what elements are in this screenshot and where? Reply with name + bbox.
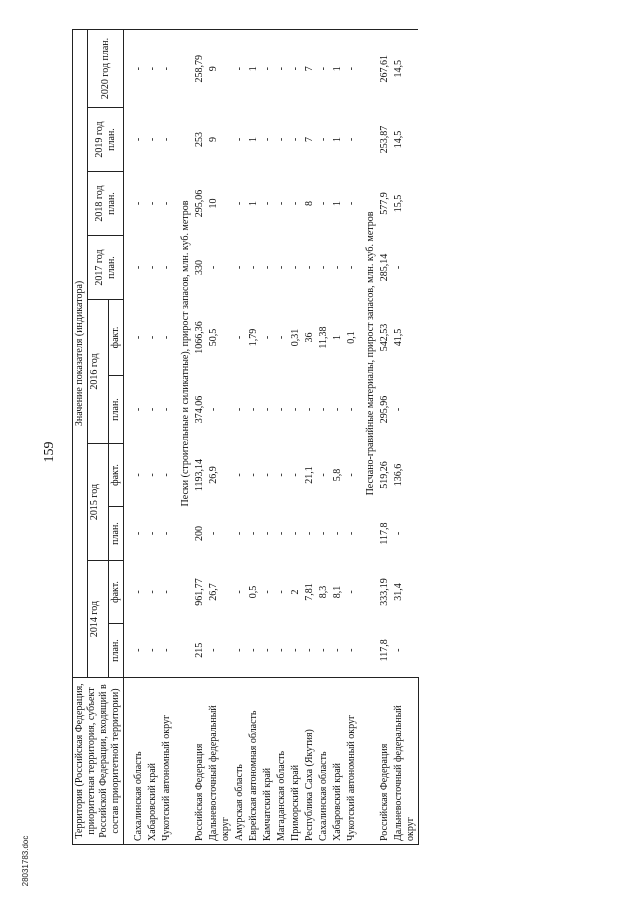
value-cell: - [289,265,301,270]
value-cell: - [146,473,158,477]
territory-cell: Амурская область [233,678,247,845]
value-cell: - [233,137,245,142]
value-cell: - [132,590,144,594]
table-body [124,29,419,844]
value-cell: - [261,473,273,477]
value-cell: 14,5 [392,29,419,107]
value-cell: 10 [207,198,219,209]
territory-cell: Российская Федерация [378,678,392,845]
header-year-2014: 2014 год [88,561,109,678]
value-cell: 26,9 [207,466,219,484]
section-title-row [174,29,193,844]
value-cell: 542,53 [378,323,390,352]
territory-cell: Сахалинская область [317,678,331,845]
territory-cell: Магаданская область [275,678,289,845]
value-cell: - [132,201,144,206]
value-cell: 1193,14 [193,458,205,492]
value-cell: - [345,407,357,412]
value-cell: - [317,29,331,107]
value-cell: 577,9 [378,192,390,215]
value-cell: - [233,590,245,594]
value-cell: - [345,201,357,206]
table-row [247,29,261,844]
spacer-cell [124,678,132,845]
value-cell: - [261,590,273,594]
value-cell: - [146,265,158,270]
value-cell: - [207,531,219,536]
table-row [261,29,275,844]
value-cell: - [345,590,357,594]
section-title: Песчано-гравийные материалы, прирост запасов, млн. куб. метров [359,29,378,677]
value-cell: - [331,407,343,412]
value-cell: 26,7 [207,583,219,601]
value-cell: - [207,407,219,412]
value-cell: 36 [303,332,315,343]
header-2014-plan: план. [109,624,124,678]
value-cell: - [317,137,329,142]
value-cell: - [247,648,259,652]
territory-cell: Сахалинская область [132,678,146,845]
spacer-row [124,29,132,844]
value-cell: - [160,473,172,477]
value-cell: - [289,648,301,652]
value-cell: 31,4 [392,583,404,601]
table-row [331,29,345,844]
value-cell: - [207,648,219,652]
territory-cell: Дальневосточный федеральный округ [392,678,419,845]
value-cell: - [289,407,301,412]
table-row [207,29,233,844]
table-row [233,29,247,844]
value-cell: - [233,531,245,536]
value-cell: - [317,201,329,206]
value-cell: - [289,531,301,536]
value-cell: - [289,29,303,107]
value-cell: - [146,590,158,594]
value-cell: 9 [207,137,219,142]
value-cell: - [261,201,273,206]
value-cell: - [146,335,158,340]
table-row [275,29,289,844]
value-cell: - [233,201,245,206]
value-cell: 333,19 [378,578,390,606]
value-cell: 258,79 [193,29,207,107]
header-year-2015: 2015 год [88,444,109,561]
table-header [73,29,124,844]
territory-cell: Камчатский край [261,678,275,845]
footer-filename: 28031783.doc [21,835,30,887]
territory-cell: Приморский край [289,678,303,845]
value-cell: 295,06 [193,189,205,218]
value-cell: - [317,265,329,270]
value-cell: - [160,201,172,206]
value-cell: - [275,531,287,536]
value-cell: - [331,531,343,536]
value-cell: - [160,29,174,107]
value-cell: 519,26 [378,461,390,489]
header-2016-plan: план. [109,376,124,444]
value-cell: - [132,265,144,270]
value-cell: - [289,473,301,477]
value-cell: - [207,265,219,270]
header-year-2016: 2016 год [88,300,109,444]
value-cell: 117,8 [378,639,390,662]
value-cell: - [146,137,158,142]
value-cell: 7,81 [303,583,315,601]
value-cell: - [247,265,259,270]
value-cell: - [275,335,287,340]
territory-cell: Чукотский автономный округ [160,678,174,845]
value-cell: - [275,473,287,477]
value-cell: - [275,137,287,142]
value-cell: - [261,265,273,270]
territory-cell: Хабаровский край [146,678,160,845]
section-title-spacer [174,678,193,845]
value-cell: - [132,335,144,340]
value-cell: 215 [193,642,205,658]
value-cell: - [132,29,146,107]
territory-cell: Республика Саха (Якутия) [303,678,317,845]
value-cell: 1 [331,201,343,206]
value-cell: 5,8 [331,468,343,482]
value-cell: - [345,648,357,652]
value-cell: - [275,265,287,270]
table-row [378,29,392,844]
value-cell: - [132,648,144,652]
table-row [193,29,207,844]
section-title-row [359,29,378,844]
territory-cell: Чукотский автономный округ [345,678,359,845]
value-cell: - [345,29,359,107]
territory-cell: Еврейская автономная область [247,678,261,845]
value-cell: - [289,201,301,206]
table-row [289,29,303,844]
value-cell: - [146,29,160,107]
value-cell: - [261,335,273,340]
value-cell: 41,5 [392,328,404,347]
value-cell: 9 [207,29,233,107]
value-cell: 253,87 [378,125,390,154]
value-cell: - [261,648,273,652]
table-row [132,29,146,844]
header-year-2018: 2018 год план. [88,172,124,236]
value-cell: 8 [303,201,315,206]
value-cell: - [247,531,259,536]
value-cell: - [392,407,404,412]
value-cell: - [303,648,315,652]
value-cell: 2 [289,589,301,595]
value-cell: 15,5 [392,194,404,213]
value-cell: 1 [247,137,259,142]
value-cell: - [275,201,287,206]
value-cell: - [233,29,247,107]
table-row [345,29,359,844]
table-row [303,29,317,844]
section-title-spacer [359,678,378,845]
value-cell: - [392,648,404,652]
section-title: Пески (строительные и силикатные), прирост запасов, млн. куб. метров [174,29,193,677]
value-cell: - [160,590,172,594]
value-cell: - [261,531,273,536]
indicator-table [72,29,419,845]
value-cell: 0,31 [289,328,301,347]
value-cell: - [146,407,158,412]
value-cell: 1 [331,335,343,340]
territory-cell: Российская Федерация [193,678,207,845]
spacer-cell [124,29,132,677]
value-cell: - [317,648,329,652]
value-cell: - [317,473,329,477]
header-indicator: Значение показателя (индикатора) [73,29,88,677]
value-cell: - [233,473,245,477]
value-cell: 295,96 [378,395,390,424]
value-cell: - [275,590,287,594]
header-year-2017: 2017 год план. [88,236,124,300]
value-cell: - [146,201,158,206]
value-cell: 374,06 [193,395,205,424]
value-cell: 117,8 [378,522,390,545]
value-cell: - [261,29,275,107]
value-cell: 7 [303,137,315,142]
value-cell: - [160,407,172,412]
header-2015-plan: план. [109,507,124,561]
header-year-2020: 2020 год план. [88,29,124,107]
value-cell: 1 [331,29,345,107]
value-cell: - [345,473,357,477]
value-cell: - [132,137,144,142]
table-row [146,29,160,844]
value-cell: - [132,531,144,536]
header-territory: Территория (Российская Федерация, приоритетная территория, субъект Российской Федерации, входящий в состав приоритетной территории) [73,678,124,845]
header-2015-fact: факт. [109,444,124,507]
table-row [317,29,331,844]
value-cell: - [132,473,144,477]
value-cell: - [303,531,315,536]
value-cell: 1 [247,29,261,107]
value-cell: 8,1 [331,585,343,599]
value-cell: 1 [247,201,259,206]
value-cell: 136,6 [392,463,404,487]
value-cell: 8,3 [317,585,329,599]
territory-cell: Дальневосточный федеральный округ [207,678,233,845]
value-cell: - [331,648,343,652]
value-cell: - [303,407,315,412]
value-cell: - [261,137,273,142]
value-cell: - [392,265,404,270]
value-cell: - [289,137,301,142]
value-cell: - [160,137,172,142]
value-cell: 253 [193,132,205,147]
territory-cell: Хабаровский край [331,678,345,845]
value-cell: 7 [303,29,317,107]
table-row [392,29,419,844]
value-cell: - [331,265,343,270]
value-cell: - [160,335,172,340]
value-cell: 200 [193,526,205,541]
header-2014-fact: факт. [109,561,124,624]
value-cell: 1066,36 [193,321,205,354]
value-cell: 267,61 [378,29,392,107]
value-cell: 0,1 [345,331,357,344]
value-cell: 50,5 [207,328,219,347]
value-cell: - [345,531,357,536]
value-cell: - [160,265,172,270]
value-cell: - [160,648,172,652]
value-cell: 1 [331,137,343,142]
value-cell: - [247,473,259,477]
header-2016-fact: факт. [109,300,124,376]
value-cell: 14,5 [392,130,404,149]
value-cell: 961,77 [193,578,205,606]
value-cell: 330 [193,260,205,275]
value-cell: - [132,407,144,412]
page-number: 159 [42,441,57,463]
value-cell: - [275,29,289,107]
value-cell: 285,14 [378,253,390,282]
value-cell: - [233,648,245,652]
value-cell: 0,5 [247,585,259,599]
value-cell: 11,38 [317,326,329,349]
value-cell: - [261,407,273,412]
value-cell: - [233,335,245,340]
value-cell: - [275,407,287,412]
rotated-table-container [72,30,627,845]
value-cell: - [247,407,259,412]
value-cell: - [345,265,357,270]
value-cell: - [317,531,329,536]
value-cell: - [233,407,245,412]
value-cell: - [392,531,404,536]
value-cell: 21,1 [303,466,315,484]
value-cell: - [317,407,329,412]
value-cell: 1,79 [247,328,259,347]
value-cell: - [233,265,245,270]
value-cell: - [146,531,158,536]
value-cell: - [303,265,315,270]
header-year-2019: 2019 год план. [88,108,124,172]
value-cell: - [345,137,357,142]
value-cell: - [160,531,172,536]
value-cell: - [275,648,287,652]
table-row [160,29,174,844]
value-cell: - [146,648,158,652]
